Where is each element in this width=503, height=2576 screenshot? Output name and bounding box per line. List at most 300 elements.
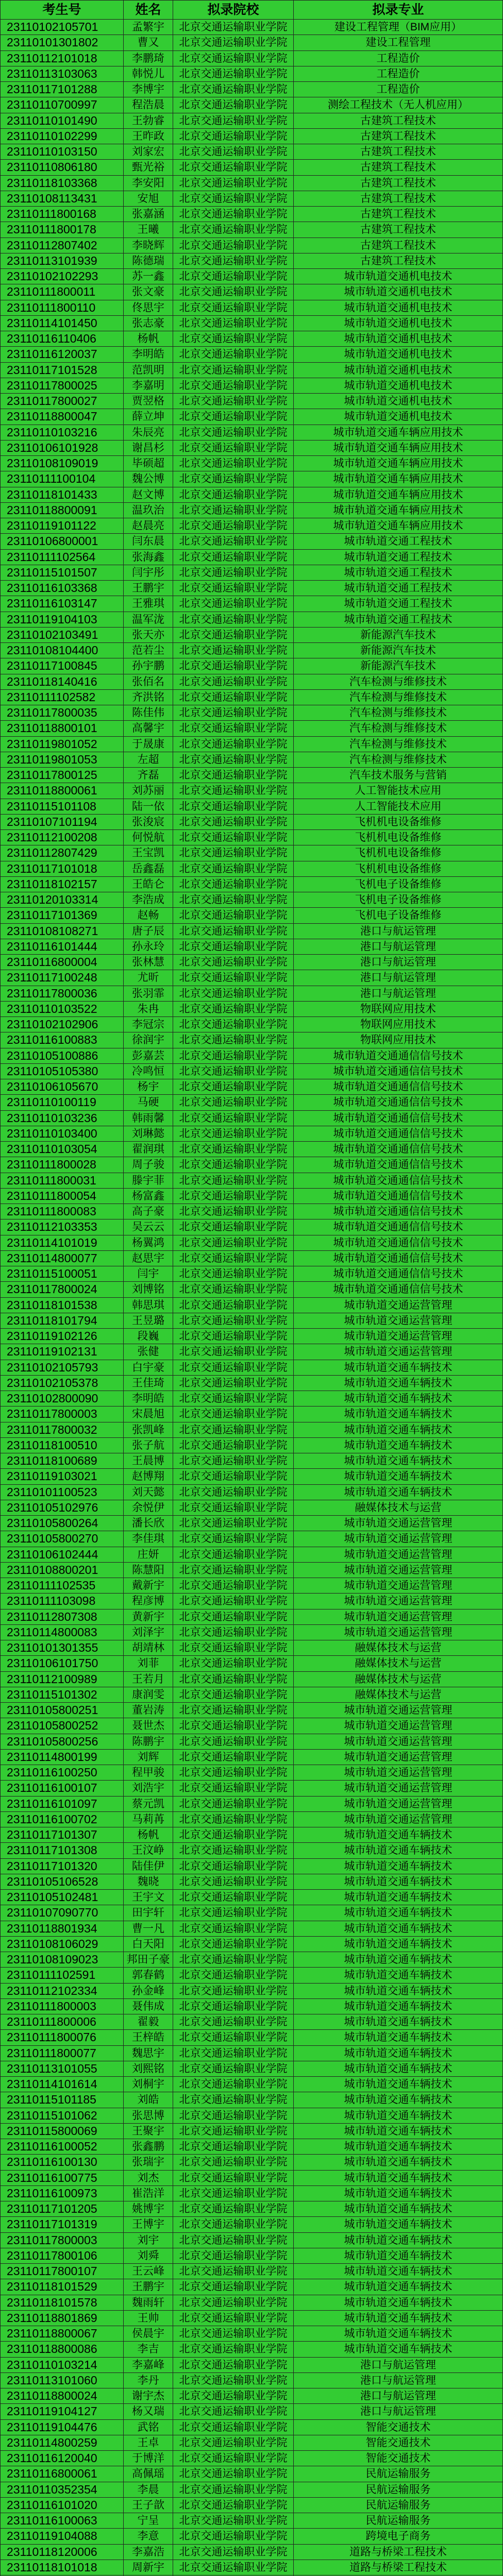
major-cell: 人工智能技术应用 (294, 783, 503, 799)
school-cell: 北京交通运输职业学院 (173, 160, 294, 175)
school-cell: 北京交通运输职业学院 (173, 1095, 294, 1110)
name-cell: 高佩瑶 (124, 2466, 173, 2482)
name-cell: 赵晨亮 (124, 518, 173, 534)
major-cell: 飞机机电设备维修 (294, 815, 503, 830)
student-id-cell: 23110110103054 (0, 1142, 124, 1157)
student-id-cell: 23110105100886 (0, 1048, 124, 1064)
school-cell: 北京交通运输职业学院 (173, 1391, 294, 1406)
name-cell: 王皓仑 (124, 877, 173, 892)
major-cell: 城市轨道交通车辆技术 (294, 1984, 503, 1999)
major-cell: 城市轨道交通车辆技术 (294, 2279, 503, 2295)
major-cell: 融媒体技术与运营 (294, 1640, 503, 1656)
name-cell: 翟润琪 (124, 1142, 173, 1157)
name-cell: 范凯明 (124, 363, 173, 378)
school-cell: 北京交通运输职业学院 (173, 737, 294, 752)
major-cell: 港口与航运管理 (294, 986, 503, 1002)
major-cell: 城市轨道交通车辆技术 (294, 2171, 503, 2186)
name-cell: 王卓 (124, 2435, 173, 2451)
name-cell: 刘博铭 (124, 1282, 173, 1297)
name-cell: 段巍 (124, 1329, 173, 1344)
name-cell: 高子豪 (124, 1204, 173, 1219)
student-id-cell: 23110114800083 (0, 1625, 124, 1640)
school-cell: 北京交通运输职业学院 (173, 176, 294, 191)
student-id-cell: 23110115100051 (0, 1266, 124, 1282)
student-id-cell: 23110115101507 (0, 565, 124, 581)
major-cell: 城市轨道交通车辆技术 (294, 1406, 503, 1422)
school-cell: 北京交通运输职业学院 (173, 2279, 294, 2295)
name-cell: 于晟康 (124, 737, 173, 752)
student-id-cell: 23110118103368 (0, 176, 124, 191)
name-cell: 张志豪 (124, 316, 173, 331)
student-id-cell: 23110116100107 (0, 1781, 124, 1796)
student-id-cell: 23110106105670 (0, 1079, 124, 1095)
name-cell: 曹又 (124, 35, 173, 50)
major-cell: 城市轨道交通运营管理 (294, 1703, 503, 1718)
name-cell: 刘杰 (124, 2171, 173, 2186)
student-id-cell: 23110116100883 (0, 1032, 124, 1048)
major-cell: 城市轨道交通车辆技术 (294, 2264, 503, 2279)
name-cell: 白天阳 (124, 1937, 173, 1952)
name-cell: 王曦 (124, 222, 173, 238)
name-cell: 李明皓 (124, 1391, 173, 1406)
student-id-cell: 23110118101018 (0, 2560, 124, 2575)
school-cell: 北京交通运输职业学院 (173, 690, 294, 705)
name-cell: 杨富鑫 (124, 1189, 173, 1204)
name-cell: 白宇豪 (124, 1360, 173, 1376)
student-id-cell: 23110116101020 (0, 2498, 124, 2513)
school-cell: 北京交通运输职业学院 (173, 1032, 294, 1048)
student-id-cell: 23110116100775 (0, 2171, 124, 2186)
name-cell: 黄新宇 (124, 1609, 173, 1625)
name-cell: 王帅 (124, 2311, 173, 2326)
name-cell: 齐洪铭 (124, 690, 173, 705)
major-cell: 城市轨道交通车辆技术 (294, 1438, 503, 1453)
major-cell: 城市轨道交通车辆技术 (294, 2077, 503, 2092)
name-cell: 朱冉 (124, 1002, 173, 1017)
student-id-cell: 23110111800054 (0, 1189, 124, 1204)
major-cell: 港口与航运管理 (294, 2388, 503, 2404)
school-cell: 北京交通运输职业学院 (173, 1547, 294, 1563)
school-cell: 北京交通运输职业学院 (173, 892, 294, 908)
school-cell: 北京交通运输职业学院 (173, 1563, 294, 1578)
school-cell: 北京交通运输职业学院 (173, 674, 294, 690)
school-cell: 北京交通运输职业学院 (173, 705, 294, 721)
student-id-cell: 23110118101529 (0, 2279, 124, 2295)
student-id-cell: 23110117800032 (0, 1422, 124, 1438)
student-id-cell: 23110117101205 (0, 2201, 124, 2217)
student-id-cell: 23110118100689 (0, 1453, 124, 1469)
student-id-cell: 23110107101194 (0, 815, 124, 830)
name-cell: 李冠宗 (124, 1017, 173, 1032)
name-cell: 王梓皓 (124, 2030, 173, 2045)
name-cell: 李浩成 (124, 892, 173, 908)
major-cell: 港口与航运管理 (294, 955, 503, 970)
school-cell: 北京交通运输职业学院 (173, 2092, 294, 2108)
major-cell: 融媒体技术与运营 (294, 1687, 503, 1703)
student-id-cell: 23110116800004 (0, 955, 124, 970)
name-cell: 李博宇 (124, 82, 173, 97)
name-cell: 李嘉峰 (124, 2358, 173, 2373)
school-cell: 北京交通运输职业学院 (173, 191, 294, 207)
name-cell: 刘天懿 (124, 1485, 173, 1500)
major-cell: 飞机机电设备维修 (294, 845, 503, 861)
school-cell: 北京交通运输职业学院 (173, 487, 294, 503)
school-cell: 北京交通运输职业学院 (173, 1406, 294, 1422)
name-cell: 周子骏 (124, 1157, 173, 1173)
school-cell: 北京交通运输职业学院 (173, 1718, 294, 1734)
major-cell: 城市轨道交通通信信号技术 (294, 1111, 503, 1126)
major-cell: 城市轨道交通车辆应用技术 (294, 487, 503, 503)
school-cell: 北京交通运输职业学院 (173, 1204, 294, 1219)
major-cell: 城市轨道交通运营管理 (294, 1578, 503, 1594)
major-cell: 城市轨道交通通信信号技术 (294, 1079, 503, 1095)
name-cell: 李佳琪 (124, 1531, 173, 1547)
school-cell: 北京交通运输职业学院 (173, 347, 294, 362)
student-id-cell: 23110114800077 (0, 1251, 124, 1266)
school-cell: 北京交通运输职业学院 (173, 845, 294, 861)
school-cell: 北京交通运输职业学院 (173, 1313, 294, 1329)
major-cell: 港口与航运管理 (294, 2373, 503, 2388)
student-id-cell: 23110117101307 (0, 1827, 124, 1843)
student-id-cell: 23110105800264 (0, 1516, 124, 1531)
student-id-cell: 23110101100523 (0, 1485, 124, 1500)
major-cell: 物联网应用技术 (294, 1032, 503, 1048)
major-cell: 城市轨道交通运营管理 (294, 1313, 503, 1329)
major-cell: 物联网应用技术 (294, 1002, 503, 1017)
major-cell: 城市轨道交通车辆技术 (294, 2233, 503, 2248)
school-cell: 北京交通运输职业学院 (173, 300, 294, 316)
school-cell: 北京交通运输职业学院 (173, 284, 294, 300)
student-id-cell: 23110116101444 (0, 939, 124, 955)
major-cell: 城市轨道交通车辆技术 (294, 1453, 503, 1469)
student-id-cell: 23110111800178 (0, 222, 124, 238)
school-cell: 北京交通运输职业学院 (173, 1734, 294, 1750)
name-cell: 刘泽宇 (124, 1625, 173, 1640)
school-cell: 北京交通运输职业学院 (173, 331, 294, 347)
school-cell: 北京交通运输职业学院 (173, 1438, 294, 1453)
student-id-cell: 23110102105378 (0, 1376, 124, 1391)
school-cell: 北京交通运输职业学院 (173, 1111, 294, 1126)
major-cell: 城市轨道交通车辆技术 (294, 1469, 503, 1484)
name-cell: 温军泷 (124, 612, 173, 628)
major-cell: 城市轨道交通车辆技术 (294, 1937, 503, 1952)
student-id-cell: 23110113101939 (0, 253, 124, 269)
column-header-student-id: 考生号 (0, 0, 124, 20)
major-cell: 飞机机电设备维修 (294, 830, 503, 845)
school-cell: 北京交通运输职业学院 (173, 269, 294, 284)
school-cell: 北京交通运输职业学院 (173, 1189, 294, 1204)
column-header-school: 拟录院校 (173, 0, 294, 20)
major-cell: 城市轨道交通车辆技术 (294, 2092, 503, 2108)
student-id-cell: 23110101301355 (0, 1640, 124, 1656)
major-cell: 工程造价 (294, 82, 503, 97)
name-cell: 闫宇彤 (124, 565, 173, 581)
major-cell: 城市轨道交通车辆技术 (294, 2186, 503, 2201)
school-cell: 北京交通运输职业学院 (173, 1219, 294, 1235)
major-cell: 城市轨道交通车辆技术 (294, 1422, 503, 1438)
student-id-cell: 23110112102334 (0, 1984, 124, 1999)
major-cell: 汽车技术服务与营销 (294, 768, 503, 783)
name-cell: 余悦伊 (124, 1500, 173, 1516)
student-id-cell: 23110105102481 (0, 1890, 124, 1905)
school-cell: 北京交通运输职业学院 (173, 2217, 294, 2232)
student-id-cell: 23110110100119 (0, 1095, 124, 1110)
name-cell: 张鑫鹏 (124, 2139, 173, 2155)
school-cell: 北京交通运输职业学院 (173, 238, 294, 253)
major-cell: 汽车检测与维修技术 (294, 705, 503, 721)
major-cell: 城市轨道交通车辆应用技术 (294, 471, 503, 487)
school-cell: 北京交通运输职业学院 (173, 1656, 294, 1671)
student-id-cell: 23110110103400 (0, 1126, 124, 1142)
major-cell: 城市轨道交通运营管理 (294, 1563, 503, 1578)
major-cell: 建设工程管理 (294, 35, 503, 50)
name-cell: 李明皓 (124, 347, 173, 362)
name-cell: 李意 (124, 2529, 173, 2544)
student-id-cell: 23110119104127 (0, 2404, 124, 2419)
name-cell: 王鹏宇 (124, 2279, 173, 2295)
major-cell: 城市轨道交通机电技术 (294, 378, 503, 394)
name-cell: 冷鸣恒 (124, 1064, 173, 1079)
school-cell: 北京交通运输职业学院 (173, 1937, 294, 1952)
major-cell: 城市轨道交通车辆技术 (294, 2155, 503, 2170)
major-cell: 城市轨道交通车辆技术 (294, 1391, 503, 1406)
student-id-cell: 23110118101433 (0, 487, 124, 503)
student-id-cell: 23110110103216 (0, 425, 124, 440)
major-cell: 城市轨道交通车辆技术 (294, 2201, 503, 2217)
school-cell: 北京交通运输职业学院 (173, 20, 294, 35)
school-cell: 北京交通运输职业学院 (173, 1999, 294, 2014)
school-cell: 北京交通运输职业学院 (173, 2358, 294, 2373)
name-cell: 张嘉涵 (124, 207, 173, 222)
school-cell: 北京交通运输职业学院 (173, 425, 294, 440)
student-id-cell: 23110114101614 (0, 2077, 124, 2092)
major-cell: 城市轨道交通机电技术 (294, 409, 503, 425)
school-cell: 北京交通运输职业学院 (173, 2404, 294, 2419)
student-id-cell: 23110111800076 (0, 2030, 124, 2045)
name-cell: 王佳琦 (124, 1376, 173, 1391)
student-id-cell: 23110114101450 (0, 316, 124, 331)
student-id-cell: 23110119104476 (0, 2420, 124, 2435)
major-cell: 城市轨道交通运营管理 (294, 1797, 503, 1812)
school-cell: 北京交通运输职业学院 (173, 783, 294, 799)
major-cell: 人工智能技术应用 (294, 799, 503, 815)
name-cell: 胡靖林 (124, 1640, 173, 1656)
school-cell: 北京交通运输职业学院 (173, 2420, 294, 2435)
school-cell: 北京交通运输职业学院 (173, 2342, 294, 2357)
major-cell: 城市轨道交通运营管理 (294, 1531, 503, 1547)
major-cell: 城市轨道交通机电技术 (294, 394, 503, 409)
school-cell: 北京交通运输职业学院 (173, 316, 294, 331)
student-id-cell: 23110116100130 (0, 2155, 124, 2170)
student-id-cell: 23110105105380 (0, 1064, 124, 1079)
student-id-cell: 23110120103314 (0, 892, 124, 908)
major-cell: 道路与桥梁工程技术 (294, 2560, 503, 2575)
student-id-cell: 23110116103368 (0, 581, 124, 596)
school-cell: 北京交通运输职业学院 (173, 2061, 294, 2077)
student-id-cell: 23110110103522 (0, 1002, 124, 1017)
school-cell: 北京交通运输职业学院 (173, 1126, 294, 1142)
student-id-cell: 23110117800035 (0, 705, 124, 721)
name-cell: 谢宇杰 (124, 2388, 173, 2404)
student-id-cell: 23110113101055 (0, 2061, 124, 2077)
school-cell: 北京交通运输职业学院 (173, 471, 294, 487)
student-id-cell: 23110118120006 (0, 2545, 124, 2560)
student-id-cell: 23110116100063 (0, 2513, 124, 2529)
major-cell: 城市轨道交通通信信号技术 (294, 1282, 503, 1297)
school-cell: 北京交通运输职业学院 (173, 129, 294, 144)
student-id-cell: 23110117101528 (0, 363, 124, 378)
name-cell: 刘宇 (124, 2233, 173, 2248)
student-id-cell: 23110111100104 (0, 471, 124, 487)
major-cell: 城市轨道交通通信信号技术 (294, 1251, 503, 1266)
column-header-name: 姓名 (124, 0, 173, 20)
name-cell: 孙宇鹏 (124, 658, 173, 674)
name-cell: 王博宇 (124, 2217, 173, 2232)
student-id-cell: 23110118101538 (0, 1298, 124, 1313)
school-cell: 北京交通运输职业学院 (173, 799, 294, 815)
major-cell: 城市轨道交通车辆技术 (294, 1485, 503, 1500)
school-cell: 北京交通运输职业学院 (173, 2388, 294, 2404)
school-cell: 北京交通运输职业学院 (173, 1703, 294, 1718)
name-cell: 安旭 (124, 191, 173, 207)
school-cell: 北京交通运输职业学院 (173, 2435, 294, 2451)
major-cell: 城市轨道交通车辆技术 (294, 2046, 503, 2061)
student-id-cell: 23110111800031 (0, 1173, 124, 1189)
student-id-cell: 23110115800069 (0, 2124, 124, 2139)
school-cell: 北京交通运输职业学院 (173, 1797, 294, 1812)
name-cell: 李嘉浩 (124, 2545, 173, 2560)
name-cell: 刘辉 (124, 1750, 173, 1765)
school-cell: 北京交通运输职业学院 (173, 1781, 294, 1796)
name-cell: 刘菲 (124, 1656, 173, 1671)
student-id-cell: 23110118101578 (0, 2295, 124, 2311)
name-cell: 王聚宇 (124, 2124, 173, 2139)
major-cell: 城市轨道交通车辆应用技术 (294, 456, 503, 471)
student-id-cell: 23110114800259 (0, 2435, 124, 2451)
school-cell: 北京交通运输职业学院 (173, 1594, 294, 1609)
student-id-cell: 23110110101490 (0, 113, 124, 129)
student-id-cell: 23110119101122 (0, 518, 124, 534)
school-cell: 北京交通运输职业学院 (173, 1142, 294, 1157)
school-cell: 北京交通运输职业学院 (173, 2201, 294, 2217)
name-cell: 韩思琪 (124, 1298, 173, 1313)
student-id-cell: 23110116103147 (0, 596, 124, 612)
name-cell: 李安阳 (124, 176, 173, 191)
student-id-cell: 23110110103214 (0, 2358, 124, 2373)
name-cell: 贾翌格 (124, 394, 173, 409)
name-cell: 宁呈 (124, 2513, 173, 2529)
student-id-cell: 23110115101108 (0, 799, 124, 815)
major-cell: 城市轨道交通机电技术 (294, 331, 503, 347)
name-cell: 闫东晨 (124, 534, 173, 549)
major-cell: 城市轨道交通车辆技术 (294, 1376, 503, 1391)
name-cell: 王汶峥 (124, 1843, 173, 1858)
name-cell: 王昨政 (124, 129, 173, 144)
major-cell: 城市轨道交通工程技术 (294, 612, 503, 628)
student-id-cell: 23110116100702 (0, 1812, 124, 1827)
major-cell: 城市轨道交通运营管理 (294, 1734, 503, 1750)
name-cell: 李晨 (124, 2482, 173, 2498)
major-cell: 城市轨道交通运营管理 (294, 1781, 503, 1796)
major-cell: 建设工程管理（BIM应用） (294, 20, 503, 35)
student-id-cell: 23110115101062 (0, 2108, 124, 2124)
school-cell: 北京交通运输职业学院 (173, 1952, 294, 1968)
school-cell: 北京交通运输职业学院 (173, 1422, 294, 1438)
student-id-cell: 23110117800106 (0, 2248, 124, 2264)
school-cell: 北京交通运输职业学院 (173, 815, 294, 830)
school-cell: 北京交通运输职业学院 (173, 1002, 294, 1017)
major-cell: 古建筑工程技术 (294, 160, 503, 175)
name-cell: 张子航 (124, 1438, 173, 1453)
name-cell: 曹一凡 (124, 1921, 173, 1937)
school-cell: 北京交通运输职业学院 (173, 1048, 294, 1064)
major-cell: 融媒体技术与运营 (294, 1656, 503, 1671)
school-cell: 北京交通运输职业学院 (173, 2513, 294, 2529)
major-cell: 城市轨道交通车辆应用技术 (294, 440, 503, 456)
student-id-cell: 23110111102591 (0, 1968, 124, 1983)
student-id-cell: 23110111103098 (0, 1594, 124, 1609)
student-id-cell: 23110119104103 (0, 612, 124, 628)
major-cell: 飞机电子设备维修 (294, 908, 503, 923)
student-id-cell: 23110102103491 (0, 628, 124, 643)
student-id-cell: 23110112807308 (0, 1609, 124, 1625)
school-cell: 北京交通运输职业学院 (173, 612, 294, 628)
student-id-cell: 23110112101018 (0, 51, 124, 66)
student-id-cell: 23110112807429 (0, 845, 124, 861)
name-cell: 康润雯 (124, 1687, 173, 1703)
school-cell: 北京交通运输职业学院 (173, 1765, 294, 1781)
school-cell: 北京交通运输职业学院 (173, 378, 294, 394)
major-cell: 城市轨道交通机电技术 (294, 347, 503, 362)
major-cell: 融媒体技术与运营 (294, 1500, 503, 1516)
school-cell: 北京交通运输职业学院 (173, 409, 294, 425)
major-cell: 城市轨道交通车辆技术 (294, 1999, 503, 2014)
name-cell: 杨宇 (124, 1079, 173, 1095)
major-cell: 跨境电子商务 (294, 2529, 503, 2544)
school-cell: 北京交通运输职业学院 (173, 1329, 294, 1344)
student-id-cell: 23110118800086 (0, 2342, 124, 2357)
name-cell: 赵畅 (124, 908, 173, 923)
major-cell: 飞机电子设备维修 (294, 877, 503, 892)
name-cell: 武铭 (124, 2420, 173, 2435)
name-cell: 陈慧阳 (124, 1563, 173, 1578)
name-cell: 陈鹏宇 (124, 1734, 173, 1750)
school-cell: 北京交通运输职业学院 (173, 955, 294, 970)
major-cell: 城市轨道交通车辆技术 (294, 1968, 503, 1983)
school-cell: 北京交通运输职业学院 (173, 456, 294, 471)
name-cell: 韩悦儿 (124, 66, 173, 82)
school-cell: 北京交通运输职业学院 (173, 2482, 294, 2498)
major-cell: 智能交通技术 (294, 2420, 503, 2435)
name-cell: 韩雨馨 (124, 1111, 173, 1126)
school-cell: 北京交通运输职业学院 (173, 1859, 294, 1874)
major-cell: 汽车检测与维修技术 (294, 737, 503, 752)
name-cell: 张凯峰 (124, 1422, 173, 1438)
school-cell: 北京交通运输职业学院 (173, 2171, 294, 2186)
student-id-cell: 23110110102299 (0, 129, 124, 144)
student-id-cell: 23110116101097 (0, 1797, 124, 1812)
school-cell: 北京交通运输职业学院 (173, 1968, 294, 1983)
major-cell: 城市轨道交通车辆技术 (294, 2217, 503, 2232)
school-cell: 北京交通运输职业学院 (173, 658, 294, 674)
major-cell: 智能交通技术 (294, 2435, 503, 2451)
student-id-cell: 23110118101794 (0, 1313, 124, 1329)
school-cell: 北京交通运输职业学院 (173, 2139, 294, 2155)
student-id-cell: 23110113103063 (0, 66, 124, 82)
student-id-cell: 23110108106029 (0, 1937, 124, 1952)
major-cell: 城市轨道交通运营管理 (294, 1625, 503, 1640)
name-cell: 马硬 (124, 1095, 173, 1110)
